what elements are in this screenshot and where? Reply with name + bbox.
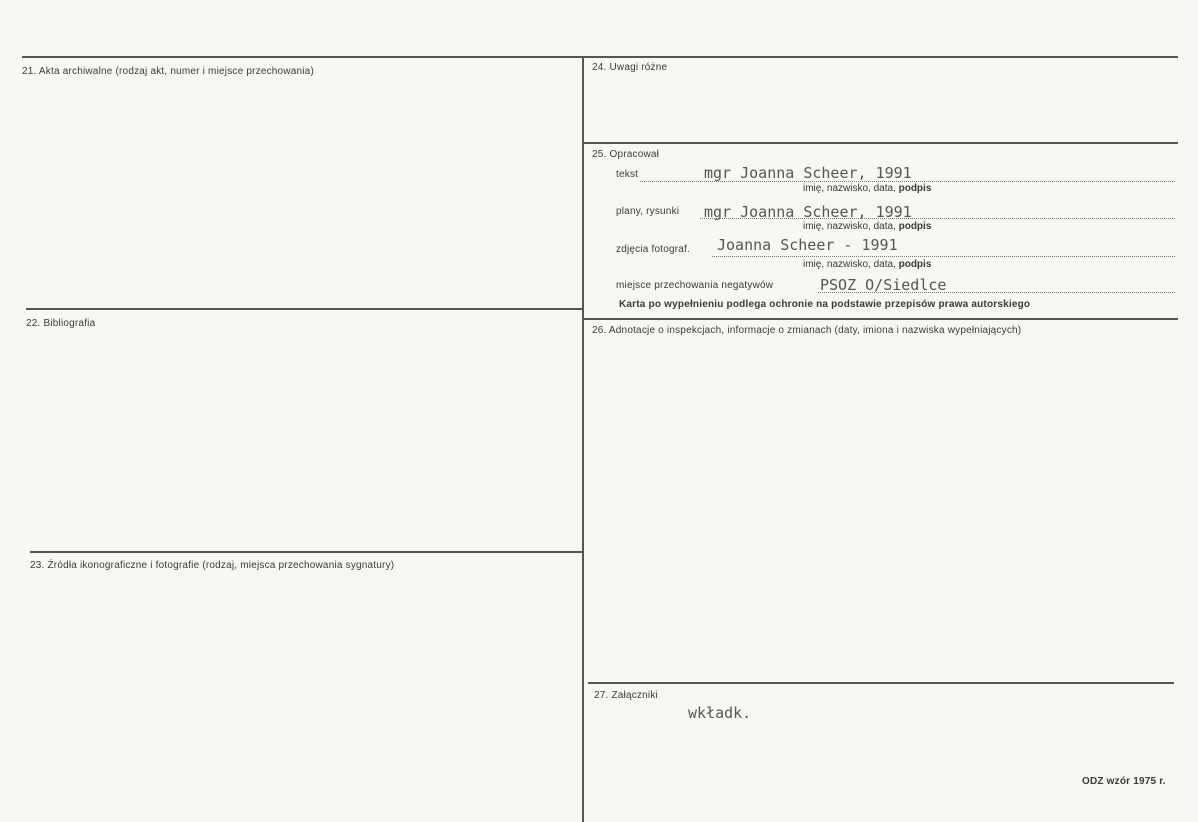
form-footer: ODZ wzór 1975 r.	[1082, 776, 1166, 787]
zdjecia-sublabel	[803, 259, 931, 270]
center-divider	[582, 57, 584, 822]
negatywy-value: PSOZ O/Siedlce	[820, 276, 947, 294]
plany-label: plany, rysunki	[616, 206, 680, 217]
negatywy-label: miejsce przechowania negatywów	[616, 280, 774, 291]
rule-22-23	[30, 551, 582, 553]
sub-podpis: podpis	[898, 259, 932, 270]
tekst-label: tekst	[616, 169, 639, 180]
section-26-label: 26. Adnotacje o inspekcjach, informacje o zmianach (daty, imiona i nazwiska wypełniających)	[592, 325, 1022, 336]
tekst-value: mgr Joanna Scheer, 1991	[704, 164, 912, 182]
section-21-label: 21. Akta archiwalne (rodzaj akt, numer i miejsce przechowania)	[22, 66, 314, 77]
section-22-label: 22. Bibliografia	[26, 318, 96, 329]
sub-prefix: imię, nazwisko, data,	[803, 183, 896, 194]
plany-value: mgr Joanna Scheer, 1991	[704, 203, 912, 221]
section-24-label: 24. Uwagi różne	[592, 62, 668, 73]
zdjecia-dotted-line	[712, 256, 1175, 257]
copyright-notice: Karta po wypełnieniu podlega ochronie na podstawie przepisów prawa autorskiego	[619, 299, 1031, 310]
rule-25-26	[584, 318, 1178, 320]
rule-21-22	[26, 308, 582, 310]
sub-prefix: imię, nazwisko, data,	[803, 221, 896, 232]
plany-sublabel	[803, 221, 931, 232]
section-23-label: 23. Źródła ikonograficzne i fotografie (rodzaj, miejsca przechowania sygnatury)	[30, 560, 395, 571]
zdjecia-value: Joanna Scheer - 1991	[717, 236, 898, 254]
top-rule	[22, 56, 1178, 58]
rule-24-25	[584, 142, 1178, 144]
section-27-label: 27. Załączniki	[594, 690, 658, 701]
section-25-label: 25. Opracował	[592, 149, 660, 160]
sub-podpis: podpis	[898, 183, 932, 194]
rule-26-27	[588, 682, 1174, 684]
tekst-sublabel	[803, 183, 931, 194]
attachments-value: wkładk.	[688, 704, 752, 722]
sub-podpis: podpis	[898, 221, 932, 232]
sub-prefix: imię, nazwisko, data,	[803, 259, 896, 270]
zdjecia-label: zdjęcia fotograf.	[616, 244, 690, 255]
